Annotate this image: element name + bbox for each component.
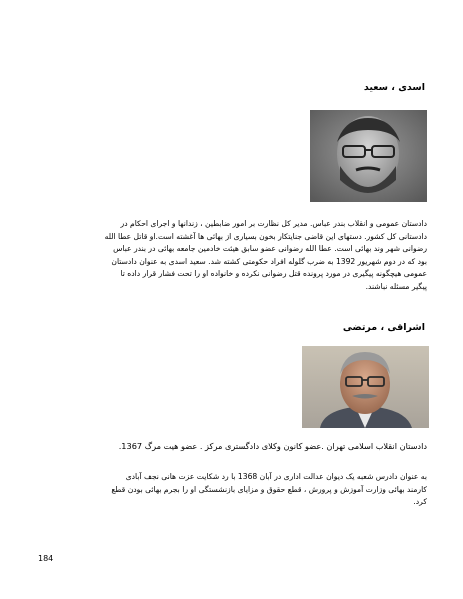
portrait-asadi xyxy=(310,110,427,202)
page-number: 184 xyxy=(38,554,54,563)
entry-bio-eshraghi xyxy=(38,440,427,453)
bio-line: کرد. xyxy=(413,497,427,507)
entry-bio-eshraghi-2 xyxy=(38,471,427,509)
entry-name-eshraghi: اشراقی ، مرتضی xyxy=(342,322,425,333)
entry-name-asadi: اسدی ، سعید xyxy=(363,82,425,93)
portrait-eshraghi xyxy=(302,346,429,428)
bio-line: عمومی هیچگونه پیگیری در مورد پرونده قتل رضوانی نکرده و خانواده او را تحت فشار قرار داده تا xyxy=(120,269,427,279)
bio-line: کارمند بهائی وزارت آموزش و پرورش ، قطع حقوق و مزایای بازنشستگی او را بجرم بهائی بودن قطع xyxy=(111,484,427,494)
entry-bio-asadi xyxy=(38,218,427,294)
bio-line: بود که در دوم شهریور 1392 به ضرب گلوله افراد حکومتی کشته شد. سعید اسدی به عنوان دادستان xyxy=(111,256,427,266)
bio-line: به عنوان دادرس شعبه یک دیوان عدالت اداری در آبان 1368 با رد شکایت عزت هانی نجف آبادی xyxy=(125,472,427,481)
bio-line: پیگیر مسئله نباشند. xyxy=(365,281,427,291)
bio-line: دادستانی کل کشور. دستهای این قاضی جنایتکار بخون بسیاری از بهائی ها آغشته است.او قاتل عطا الله xyxy=(104,231,427,241)
bio-line: رضوانی شهر وند بهائی است. عطا الله رضوانی عضو سابق هیئت خادمین جامعه بهائی در بندر عباس xyxy=(113,244,427,254)
bio-line: دادستان عمومی و انقلاب بندر عباس. مدیر کل نظارت بر امور ضابطین ، زندانها و اجرای احکام در xyxy=(120,219,427,228)
bio-line: دادستان انقلاب اسلامی تهران .عضو کانون وکلای دادگستری مرکز . عضو هیت مرگ 1367. xyxy=(118,441,427,451)
